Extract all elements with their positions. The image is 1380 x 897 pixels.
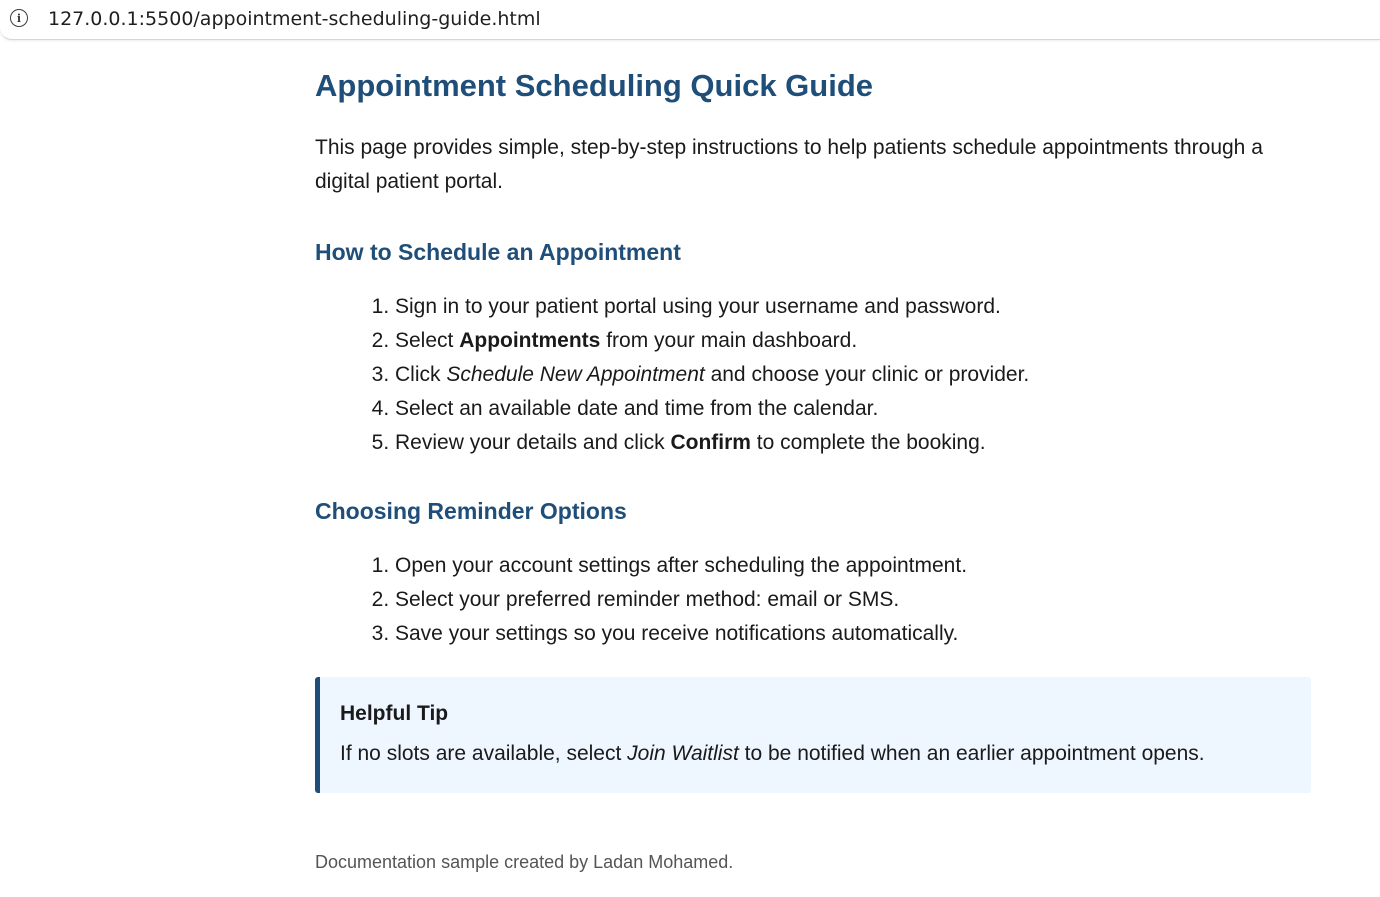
intro-paragraph: This page provides simple, step-by-step instructions to help patients schedule appointments through a digital patient portal. (315, 136, 1263, 193)
schedule-steps-list (315, 290, 1311, 460)
tip-title: Helpful Tip (340, 702, 449, 725)
schedule-step-4: 4. Select an available date and time from the calendar. (395, 392, 1311, 426)
join-waitlist-label: Join Waitlist (627, 742, 739, 765)
page-title: Appointment Scheduling Quick Guide (315, 68, 874, 103)
schedule-step-2: 2. Select Appointments from your main dashboard. (395, 324, 1311, 358)
schedule-step-1: 1. Sign in to your patient portal using your username and password. (395, 290, 1311, 324)
helpful-tip-box (315, 677, 1311, 793)
page-content (315, 48, 1311, 875)
info-circle-icon[interactable]: i (10, 9, 28, 27)
url-text[interactable]: 127.0.0.1:5500/appointment-scheduling-guide.html (48, 8, 541, 30)
reminder-steps-list (315, 549, 1311, 651)
schedule-step-5: 5. Review your details and click Confirm to complete the booking. (395, 426, 1311, 460)
address-bar[interactable] (0, 0, 1380, 40)
schedule-step-3: 3. Click Schedule New Appointment and choose your clinic or provider. (395, 358, 1311, 392)
reminder-step-2: 2. Select your preferred reminder method: email or SMS. (395, 583, 1311, 617)
reminder-heading: Choosing Reminder Options (315, 498, 627, 524)
reminder-step-1: 1. Open your account settings after scheduling the appointment. (395, 549, 1311, 583)
schedule-heading: How to Schedule an Appointment (315, 239, 681, 265)
footer-text: Documentation sample created by Ladan Mohamed. (315, 852, 734, 872)
schedule-new-appointment-label: Schedule New Appointment (446, 363, 705, 386)
appointments-label: Appointments (459, 329, 601, 352)
tip-text: If no slots are available, select Join Waitlist to be notified when an earlier appointment opens. (340, 742, 1205, 765)
reminder-step-3: 3. Save your settings so you receive notifications automatically. (395, 617, 1311, 651)
confirm-label: Confirm (670, 431, 751, 454)
